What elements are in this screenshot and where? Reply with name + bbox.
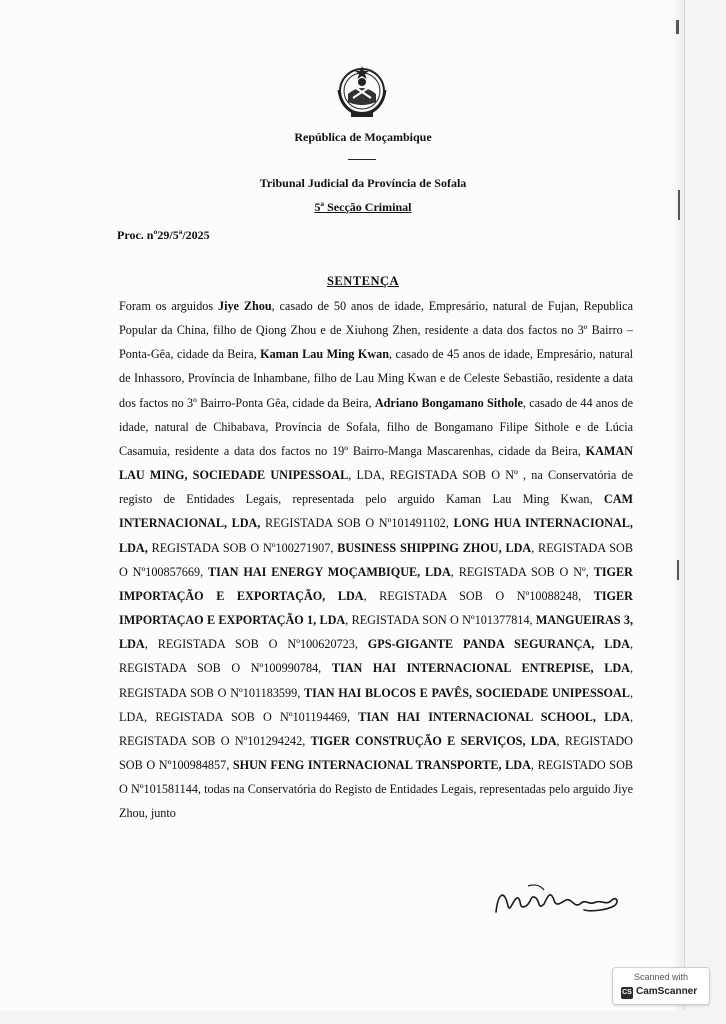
bold-party-name: Adriano Bongamano Sithole bbox=[374, 395, 523, 410]
paragraph-text-segment: , REGISTADA SOB O Nº100990784, bbox=[119, 637, 633, 676]
paragraph-text-segment: , REGISTADO SOB O Nº101581144, todas na Conservatória do Registo de Entidades Legais, representadas pelo arguido Jiye Zhou, junto bbox=[119, 757, 634, 821]
paragraph-text-segment: , REGISTADA SOB O Nº, bbox=[450, 564, 594, 579]
paragraph-text-segment: , casado de 50 anos de idade, Empresário, natural de Fujan, Republica Popular da China, filho de Qiong Zhou e de Xiuhong Zhen, residente a data dos factos no 3º Bairro – Ponta-Gêa, cidade da Beira, bbox=[119, 299, 633, 362]
paragraph-text-segment: REGISTADA SOB O Nº101491102, bbox=[260, 516, 454, 531]
bold-party-name: TIGER CONSTRUÇÃO E SERVIÇOS, LDA bbox=[310, 733, 557, 748]
bold-party-name: BUSINESS SHIPPING ZHOU, LDA bbox=[337, 540, 532, 555]
bold-party-name: MANGUEIRAS 3, LDA bbox=[119, 613, 633, 652]
watermark-caption: Scanned with bbox=[633, 972, 689, 982]
paragraph-text-segment: , casado de 44 anos de idade, natural de Chibabava, Província de Sofala, filho de Bongamano Filipe Sithole e de Lúcia Casamuia, residente a data dos factos no 19º Bairro-Manga Mascarenhas, cidade da Beira, bbox=[119, 395, 633, 458]
paragraph-text-segment: , REGISTADA SOB O Nº101294242, bbox=[119, 709, 633, 748]
court-heading: Tribunal Judicial da Província de Sofala bbox=[259, 176, 467, 190]
process-number: Proc. nº29/5ª/2025 bbox=[117, 228, 210, 242]
paragraph-text-segment: Foram os arguidos bbox=[119, 299, 218, 313]
sentence-body-paragraph bbox=[119, 294, 633, 825]
paragraph-text-segment: , REGISTADA SOB O Nº101183599, bbox=[119, 661, 633, 700]
bold-party-name: Jiye Zhou bbox=[217, 299, 272, 313]
paragraph-text-segment: , REGISTADA SOB O Nº10088248, bbox=[363, 588, 594, 603]
bold-party-name: CAM INTERNACIONAL, LDA, bbox=[119, 492, 633, 531]
bold-party-name: LONG HUA INTERNACIONAL, LDA, bbox=[119, 516, 633, 555]
paragraph-text-segment: , REGISTADA SOB O Nº100857669, bbox=[119, 540, 633, 579]
paragraph-text-segment: , REGISTADA SON O Nº101377814, bbox=[345, 613, 536, 628]
scan-artifact bbox=[678, 190, 680, 220]
paragraph-text-segment: , REGISTADA SOB O Nº100620723, bbox=[144, 637, 368, 652]
bold-party-name: KAMAN LAU MING, SOCIEDADE UNIPESSOAL bbox=[119, 443, 633, 483]
republic-heading: República de Moçambique bbox=[294, 130, 432, 144]
camscanner-logo-icon: CS bbox=[621, 987, 633, 999]
document-title: SENTENÇA bbox=[326, 274, 400, 288]
bold-party-name: TIGER IMPORTAÇÃO E EXPORTAÇÃO, LDA bbox=[119, 564, 633, 603]
watermark-brand: CamScanner bbox=[636, 986, 698, 997]
scan-artifact bbox=[676, 20, 679, 34]
paragraph-text-segment: , LDA, REGISTADA SOB O Nº101194469, bbox=[119, 685, 633, 724]
paragraph-text-segment: , REGISTADO SOB O Nº100984857, bbox=[119, 733, 633, 772]
scan-artifact bbox=[677, 560, 679, 580]
mozambique-emblem-icon bbox=[331, 58, 393, 120]
paragraph-text-segment: , casado de 45 anos de idade, Empresário, natural de Inhassoro, Província de Inhambane, filho de Lau Ming Kwan e de Celeste Sebastião, residente a data dos factos no 3º Bairro-Ponta Gêa, cidade da Beira, bbox=[119, 347, 634, 410]
bold-party-name: GPS-GIGANTE PANDA SEGURANÇA, LDA bbox=[367, 637, 630, 652]
bold-party-name: TIAN HAI ENERGY MOÇAMBIQUE, LDA bbox=[208, 564, 451, 579]
bold-party-name: TIAN HAI INTERNACIONAL SCHOOL, LDA bbox=[358, 709, 630, 724]
bold-party-name: TIAN HAI INTERNACIONAL ENTREPISE, LDA bbox=[331, 661, 630, 676]
handwritten-signature bbox=[488, 876, 638, 922]
paragraph-text-segment: , LDA, REGISTADA SOB O Nº , na Conservatória de registo de Entidades Legais, representada pelo arguido Kaman Lau Ming Kwan, bbox=[119, 468, 634, 507]
heading-divider bbox=[348, 159, 376, 160]
bold-party-name: TIGER IMPORTAÇAO E EXPORTAÇÃO 1, LDA bbox=[119, 588, 633, 628]
bold-party-name: SHUN FENG INTERNACIONAL TRANSPORTE, LDA bbox=[232, 757, 531, 772]
bold-party-name: TIAN HAI BLOCOS E PAVÊS, SOCIEDADE UNIPESSOAL bbox=[304, 685, 630, 700]
page-edge-shadow bbox=[672, 0, 684, 1010]
section-heading: 5ª Secção Criminal bbox=[314, 200, 412, 214]
paragraph-text-segment: REGISTADA SOB O Nº100271907, bbox=[147, 540, 338, 555]
bold-party-name: Kaman Lau Ming Kwan bbox=[260, 347, 390, 362]
camscanner-watermark bbox=[612, 967, 710, 1005]
